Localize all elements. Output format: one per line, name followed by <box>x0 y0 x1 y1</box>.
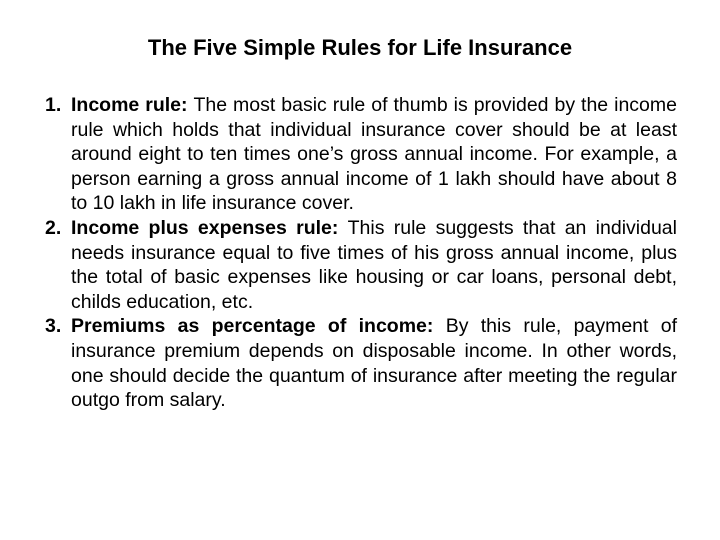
rule-heading: Income rule: <box>71 94 194 116</box>
slide-title: The Five Simple Rules for Life Insurance <box>147 35 573 60</box>
rule-heading: Income plus expenses rule: <box>71 216 348 239</box>
rule-number: 1. <box>45 94 62 116</box>
rule-text: By this rule, payment of insurance premium depends on disposable income. In other words, one should decide the quantum of insurance after meeting the regular outgo from salary. <box>71 315 677 412</box>
rule-item-income <box>45 93 677 216</box>
rules-list <box>45 93 677 413</box>
rule-number: 2. <box>45 216 62 239</box>
rule-heading: Premiums as percentage of income: <box>71 315 446 338</box>
rule-item-premiums-percentage <box>45 314 677 412</box>
rule-text: This rule suggests that an individual needs insurance equal to five times of his gross annual income, plus the total of basic expenses like housing or car loans, personal debt, childs education, etc. <box>71 216 677 313</box>
rule-item-income-plus-expenses <box>45 216 677 314</box>
rule-number: 3. <box>45 315 62 338</box>
rule-text: The most basic rule of thumb is provided by the income rule which holds that individual insurance cover should be at least around eight to ten times one’s gross annual income. For example, a person earning a gross annual income of 1 lakh should have about 8 to 10 lakh in life insurance cover. <box>71 94 677 215</box>
